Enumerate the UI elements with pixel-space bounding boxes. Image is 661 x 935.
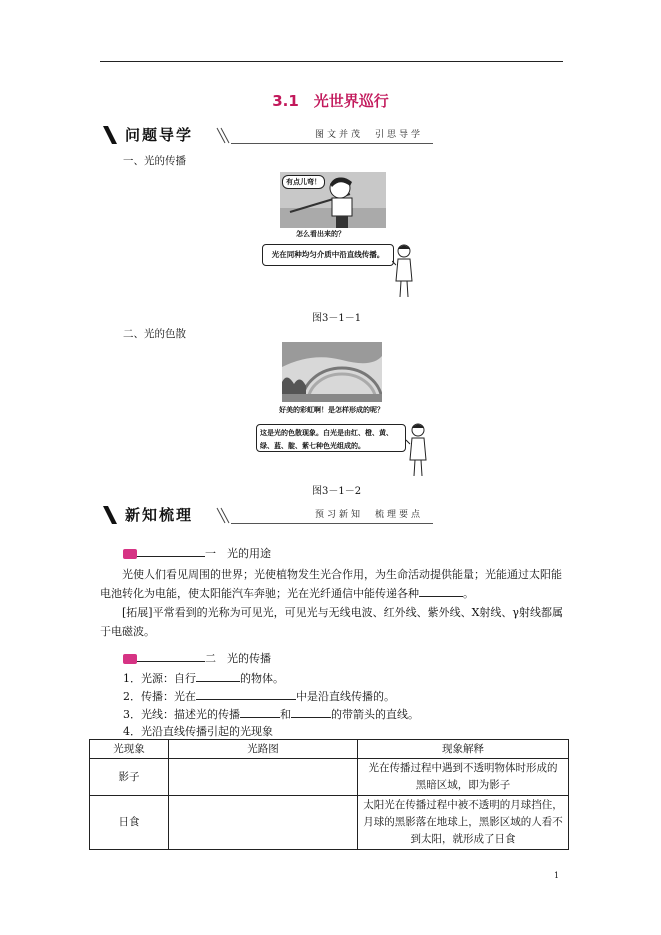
item-phenomena: 4．光沿直线传播引起的光现象 xyxy=(123,725,273,738)
paragraph-uses xyxy=(100,565,570,603)
table-header: 光现象 xyxy=(90,740,169,759)
blank-field[interactable] xyxy=(196,688,296,700)
knowledge-title: 光的传播 xyxy=(227,652,271,665)
answer-bubble-2: 这是光的色散现象。白光是由红、橙、黄、绿、蓝、靛、紫七种色光组成的。 xyxy=(256,424,406,452)
figure-boy-illustration xyxy=(280,172,386,228)
section-bar-knowledge xyxy=(103,504,433,526)
page-number: 1 xyxy=(554,871,560,880)
teacher-icon-2 xyxy=(406,422,430,478)
section-rule xyxy=(231,143,433,144)
paragraph-end: 。 xyxy=(463,587,474,600)
double-slash-icon xyxy=(215,506,233,524)
figure-question-2: 好美的彩虹啊！是怎样形成的呢？ xyxy=(279,405,384,414)
phenomena-table xyxy=(89,739,569,850)
answer-bubble: 光在同种均匀介质中沿直线传播。 xyxy=(262,244,394,266)
pink-marker-icon xyxy=(123,654,137,664)
paragraph-text: 光使人们看见周围的世界；光使植物发生光合作用，为生命活动提供能量；光能通过太阳能电池转化为电能，使太阳能汽车奔驰；光在光纤通信中能传递各种 xyxy=(100,568,562,600)
diagram-cell[interactable] xyxy=(169,796,358,850)
item-light-ray: 3．光线：描述光的传播 和 的带箭头的直线。 xyxy=(123,708,419,721)
table-header: 现象解释 xyxy=(358,740,569,759)
figure-caption-2: 图3－1－2 xyxy=(312,486,362,497)
heading-dispersion: 二、光的色散 xyxy=(123,328,186,340)
diagram-cell[interactable] xyxy=(169,759,358,796)
table-cell: 影子 xyxy=(90,759,169,796)
knowledge-num: 二 xyxy=(205,652,216,665)
heading-underline xyxy=(137,545,205,557)
slash-icon xyxy=(103,506,117,524)
knowledge-heading-1 xyxy=(123,545,271,561)
knowledge-heading-2 xyxy=(123,650,271,666)
table-header-row xyxy=(90,740,569,759)
section-label: 新知梳理 xyxy=(125,506,194,524)
table-cell: 日食 xyxy=(90,796,169,850)
teacher-icon xyxy=(392,243,416,299)
header-rule xyxy=(100,61,563,62)
table-header: 光路图 xyxy=(169,740,358,759)
item-light-source: 1．光源：自行 的物体。 xyxy=(123,672,284,685)
section-rule xyxy=(231,523,433,524)
blank-field[interactable] xyxy=(240,706,280,718)
section-subtitle: 图文并茂 引思导学 xyxy=(314,130,423,140)
section-bar-problem xyxy=(103,124,433,146)
speech-bubble: 有点儿弯！ xyxy=(282,175,325,189)
figure-rainbow-photo xyxy=(282,342,382,402)
figure-caption-1: 图3－1－1 xyxy=(312,313,362,324)
blank-field[interactable] xyxy=(291,706,331,718)
paragraph-extension: [拓展]平常看到的光称为可见光，可见光与无线电波、红外线、紫外线、X射线、γ射线都属于电磁波。 xyxy=(100,606,563,638)
table-row xyxy=(90,796,569,850)
section-label: 问题导学 xyxy=(125,126,194,144)
table-row xyxy=(90,759,569,796)
page-title: 3.1 光世界巡行 xyxy=(272,92,389,110)
heading-underline xyxy=(137,650,205,662)
knowledge-num: 一 xyxy=(205,547,216,560)
blank-field[interactable] xyxy=(196,670,240,682)
double-slash-icon xyxy=(215,126,233,144)
pink-marker-icon xyxy=(123,549,137,559)
table-cell: 光在传播过程中遇到不透明物体时形成的黑暗区域，即为影子 xyxy=(358,759,569,796)
blank-field[interactable] xyxy=(419,585,463,597)
table-cell: 太阳光在传播过程中被不透明的月球挡住，月球的黑影落在地球上，黑影区域的人看不到太阳，就形成了日食 xyxy=(358,796,569,850)
slash-icon xyxy=(103,126,117,144)
figure-question: 怎么看出来的？ xyxy=(296,229,345,238)
item-propagation: 2．传播：光在 中是沿直线传播的。 xyxy=(123,690,395,703)
section-subtitle: 预习新知 梳理要点 xyxy=(314,510,423,520)
knowledge-title: 光的用途 xyxy=(227,547,271,560)
heading-propagation: 一、光的传播 xyxy=(123,155,186,167)
